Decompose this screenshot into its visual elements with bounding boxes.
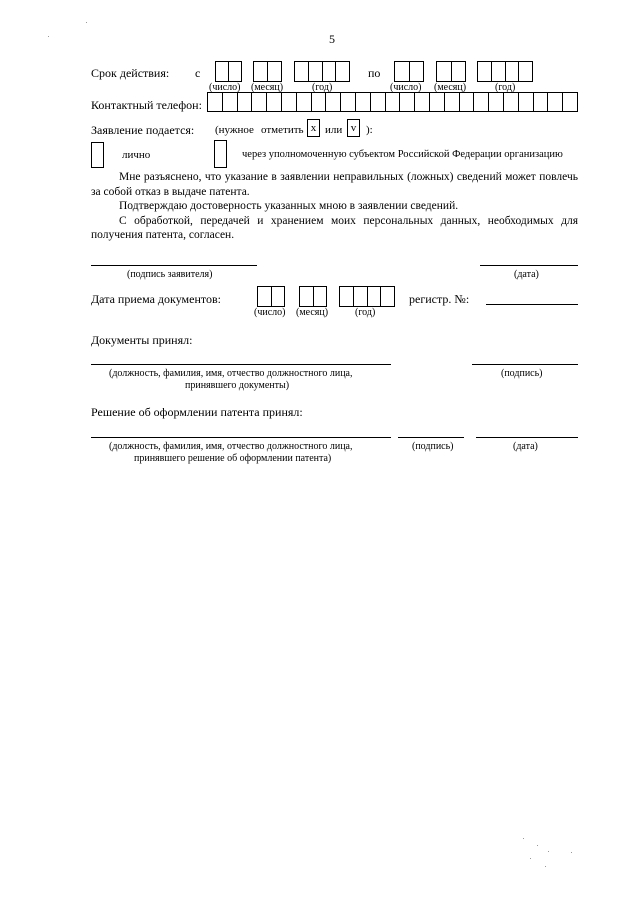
submit-via-organization-checkbox[interactable] [214, 140, 227, 168]
receipt-month-caption: (месяц) [296, 307, 329, 318]
receipt-month-field[interactable] [299, 286, 327, 307]
submit-personally-label: лично [122, 149, 151, 161]
accepted-signature-line[interactable] [472, 364, 578, 365]
validity-from-day-field[interactable] [215, 61, 242, 82]
declaration-false-info: Мне разъяснено, что указание в заявлении неправильных (ложных) сведений может повлечь за собой отказ в выдаче патента. [91, 171, 578, 198]
validity-from-year-field[interactable] [294, 61, 350, 82]
submission-instruction-mark-word: отметить [261, 124, 304, 136]
registration-number-line[interactable] [486, 304, 578, 305]
mark-x-sample: x [307, 119, 320, 137]
declaration-personal-data: С обработкой, передачей и хранением моих персональных данных, необходимых для получения патента, согласен. [91, 214, 578, 241]
decision-date-line[interactable] [476, 437, 578, 438]
decision-label: Решение об оформлении патента принял: [91, 405, 303, 419]
decision-signature-caption: (подпись) [412, 441, 454, 452]
accepted-signature-caption: (подпись) [501, 368, 543, 379]
receipt-day-field[interactable] [257, 286, 285, 307]
declaration-accuracy: Подтверждаю достоверность указанных мною в заявлении сведений. [119, 200, 459, 212]
decision-official-caption-line1: (должность, фамилия, имя, отчество должностного лица, [109, 441, 353, 452]
scan-speck [530, 858, 531, 859]
submission-instruction-suffix: ): [366, 124, 373, 136]
applicant-signature-caption: (подпись заявителя) [127, 269, 213, 280]
validity-to-month-field[interactable] [436, 61, 466, 82]
decision-signature-line[interactable] [398, 437, 464, 438]
submit-via-organization-label: через уполномоченную субъектом Российской Федерации организацию [242, 149, 563, 160]
mark-v-sample: v [347, 119, 360, 137]
scan-speck [86, 22, 87, 23]
accepted-official-line[interactable] [91, 364, 391, 365]
validity-from-label: с [195, 66, 201, 80]
from-day-caption: (число) [209, 82, 241, 93]
registration-number-label: регистр. №: [409, 292, 470, 306]
scan-speck [523, 838, 524, 839]
from-month-caption: (месяц) [251, 82, 284, 93]
applicant-date-line[interactable] [480, 265, 578, 266]
to-day-caption: (число) [390, 82, 422, 93]
to-month-caption: (месяц) [434, 82, 467, 93]
page-number: 5 [329, 32, 335, 46]
scan-speck [548, 851, 549, 852]
applicant-signature-line[interactable] [91, 265, 257, 266]
scan-speck [537, 845, 538, 846]
validity-from-month-field[interactable] [253, 61, 282, 82]
scan-speck [48, 36, 49, 37]
contact-phone-label: Контактный телефон: [91, 98, 202, 112]
submission-or-word: или [325, 124, 343, 136]
submission-instruction-prefix: (нужное [215, 124, 254, 136]
receipt-year-field[interactable] [339, 286, 395, 307]
decision-official-caption-line2: принявшего решение об оформлении патента) [134, 453, 332, 464]
submit-personally-checkbox[interactable] [91, 142, 104, 168]
accepted-official-caption-line2: принявшего документы) [185, 380, 290, 391]
validity-to-day-field[interactable] [394, 61, 424, 82]
decision-date-caption: (дата) [513, 441, 538, 452]
decision-official-line[interactable] [91, 437, 391, 438]
applicant-date-caption: (дата) [514, 269, 539, 280]
scan-speck [545, 866, 546, 867]
scan-speck [571, 852, 572, 853]
receipt-year-caption: (год) [355, 307, 376, 318]
receipt-day-caption: (число) [254, 307, 286, 318]
validity-to-label: по [368, 66, 381, 80]
to-year-caption: (год) [495, 82, 516, 93]
receipt-date-label: Дата приема документов: [91, 292, 221, 306]
accepted-by-label: Документы принял: [91, 333, 193, 347]
validity-label: Срок действия: [91, 66, 170, 80]
declarations [91, 170, 578, 243]
validity-to-year-field[interactable] [477, 61, 533, 82]
submission-label: Заявление подается: [91, 123, 195, 137]
contact-phone-field[interactable] [207, 92, 578, 112]
accepted-official-caption-line1: (должность, фамилия, имя, отчество должностного лица, [109, 368, 353, 379]
from-year-caption: (год) [312, 82, 333, 93]
